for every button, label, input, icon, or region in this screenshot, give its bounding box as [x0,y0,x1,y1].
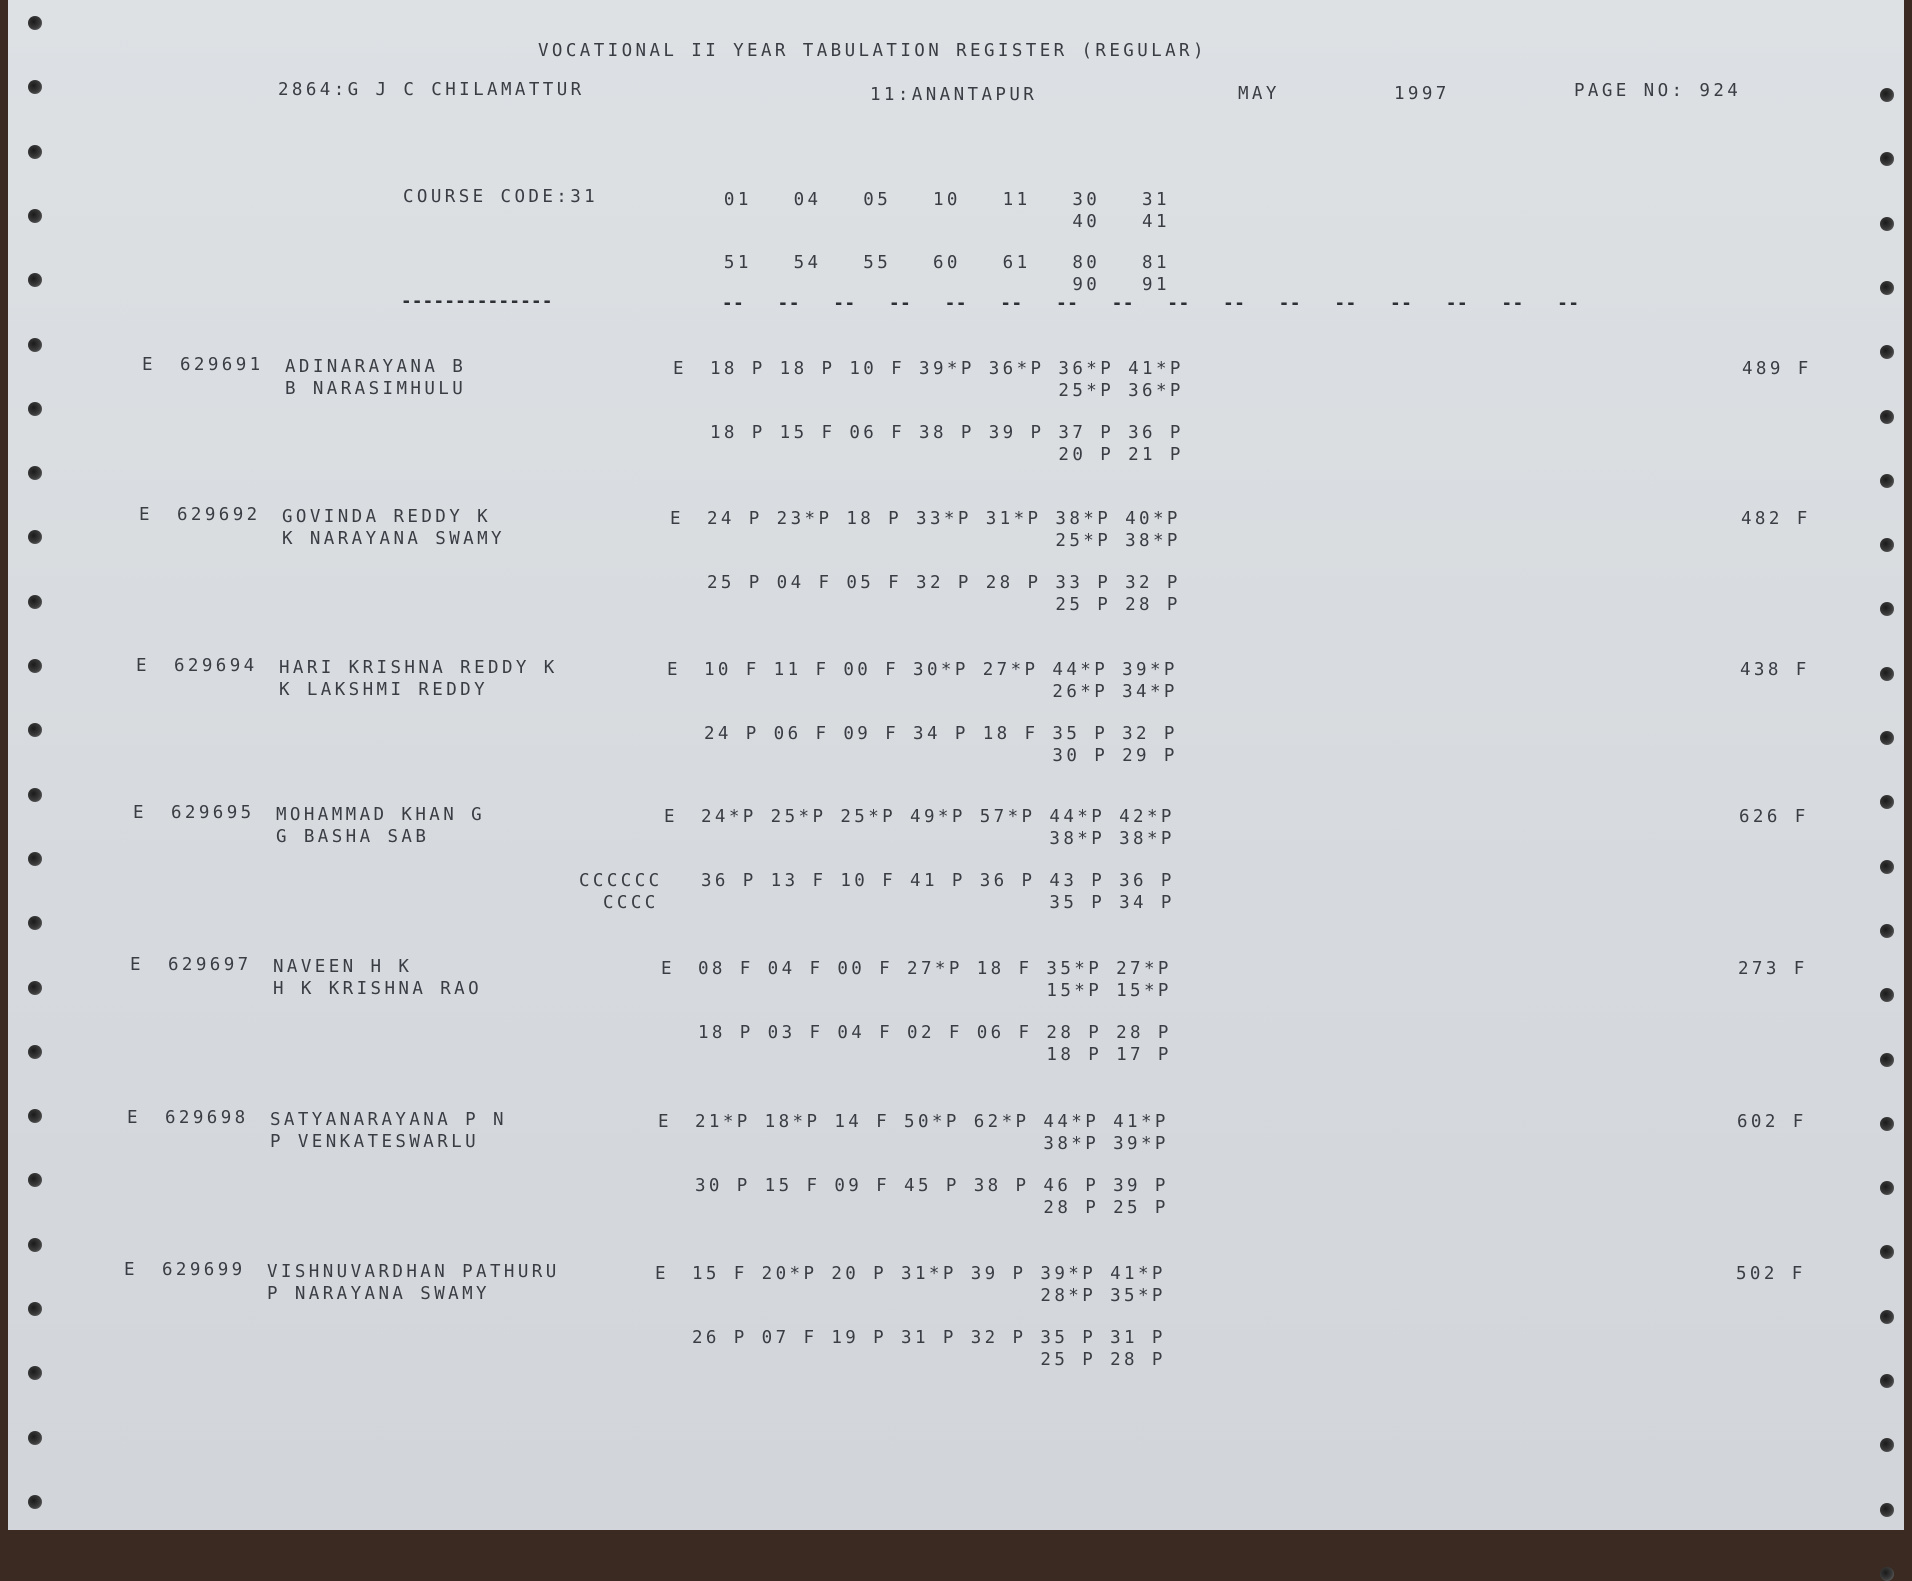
district-name: 11:ANANTAPUR [870,85,1038,105]
marks-row-3: 26 P 07 F 19 P 31 P 32 P 35 P 31 P [692,1328,1166,1348]
father-name: B NARASIMHULU [285,379,467,399]
tractor-hole [1880,474,1894,488]
candidate-flag: E [133,803,147,823]
tractor-hole [1880,667,1894,681]
marks-row-2: 15*P 15*P [698,981,1172,1001]
row-code: E [661,959,675,979]
row-code: E [667,660,681,680]
marks-row-4: 28 P 25 P [695,1198,1169,1218]
marks-row-3: 18 P 15 F 06 F 38 P 39 P 37 P 36 P [710,423,1184,443]
marks-row-4: 30 P 29 P [704,746,1178,766]
tractor-hole [28,1366,42,1380]
tractor-hole [28,16,42,30]
column-rule: -- -- -- -- -- -- -- -- -- -- -- -- -- -- -- -- [722,294,1580,314]
tractor-hole [28,659,42,673]
tractor-hole [1880,924,1894,938]
father-name: P NARAYANA SWAMY [267,1284,490,1304]
row-code: E [673,359,687,379]
marks-row-2: 25*P 38*P [707,531,1181,551]
candidate-name: HARI KRISHNA REDDY K [279,658,558,678]
course-label-rule: -------------- [401,292,553,312]
tractor-hole [1880,1503,1894,1517]
marks-row-4: 35 P 34 P [701,893,1175,913]
tractor-hole [28,916,42,930]
tractor-hole [1880,1053,1894,1067]
subject-codes-row-3: 51 54 55 60 61 80 81 [710,253,1170,273]
father-name: G BASHA SAB [276,827,430,847]
father-name: P VENKATESWARLU [270,1132,480,1152]
father-name: K LAKSHMI REDDY [279,680,489,700]
marks-row-2: 25*P 36*P [710,381,1184,401]
father-name: H K KRISHNA RAO [273,979,483,999]
tractor-hole [28,530,42,544]
tractor-hole [28,80,42,94]
register-title: VOCATIONAL II YEAR TABULATION REGISTER (REGULAR) [538,41,1207,61]
marks-row-3: 18 P 03 F 04 F 02 F 06 F 28 P 28 P [698,1023,1172,1043]
marks-row-2: 38*P 38*P [701,829,1175,849]
right-tractor-holes [1874,0,1904,1530]
tractor-hole [28,1302,42,1316]
tractor-hole [1880,1245,1894,1259]
tractor-hole [1880,602,1894,616]
candidate-name: SATYANARAYANA P N [270,1110,507,1130]
exam-year: 1997 [1394,84,1450,104]
tractor-hole [28,1173,42,1187]
remark-code-2: CCCC [603,893,659,913]
tractor-hole [1880,1310,1894,1324]
roll-number: 629691 [180,355,264,375]
marks-row-2: 38*P 39*P [695,1134,1169,1154]
tractor-hole [1880,410,1894,424]
candidate-flag: E [127,1108,141,1128]
tractor-hole [28,788,42,802]
tractor-hole [28,1109,42,1123]
tractor-hole [28,466,42,480]
tractor-hole [28,145,42,159]
grand-total-result: 482 F [1741,509,1811,529]
tractor-hole [1880,1181,1894,1195]
candidate-flag: E [136,656,150,676]
marks-row-1: 18 P 18 P 10 F 39*P 36*P 36*P 41*P [710,359,1184,379]
marks-row-1: 24 P 23*P 18 P 33*P 31*P 38*P 40*P [707,509,1181,529]
grand-total-result: 273 F [1738,959,1808,979]
tractor-hole [1880,1117,1894,1131]
roll-number: 629694 [174,656,258,676]
tractor-hole [1880,1567,1894,1581]
subject-codes-row-2: 40 41 [710,212,1170,232]
marks-row-3: 24 P 06 F 09 F 34 P 18 F 35 P 32 P [704,724,1178,744]
row-code: E [655,1264,669,1284]
grand-total-result: 502 F [1736,1264,1806,1284]
row-code: E [670,509,684,529]
tractor-hole [1880,1374,1894,1388]
candidate-name: VISHNUVARDHAN PATHURU [267,1262,560,1282]
grand-total-result: 438 F [1740,660,1810,680]
roll-number: 629697 [168,955,252,975]
marks-row-1: 08 F 04 F 00 F 27*P 18 F 35*P 27*P [698,959,1172,979]
printout-sheet [8,0,1904,1530]
roll-number: 629695 [171,803,255,823]
tractor-hole [28,852,42,866]
tractor-hole [28,273,42,287]
page-number: PAGE NO: 924 [1574,81,1742,101]
marks-row-3: 25 P 04 F 05 F 32 P 28 P 33 P 32 P [707,573,1181,593]
marks-row-3: 36 P 13 F 10 F 41 P 36 P 43 P 36 P [701,871,1175,891]
marks-row-1: 21*P 18*P 14 F 50*P 62*P 44*P 41*P [695,1112,1169,1132]
candidate-name: MOHAMMAD KHAN G [276,805,486,825]
marks-row-4: 25 P 28 P [692,1350,1166,1370]
tractor-hole [1880,152,1894,166]
course-code-label: COURSE CODE:31 [403,187,599,207]
tractor-hole [1880,538,1894,552]
roll-number: 629698 [165,1108,249,1128]
tractor-hole [1880,88,1894,102]
left-tractor-holes [14,0,44,1530]
tractor-hole [1880,1438,1894,1452]
candidate-flag: E [130,955,144,975]
marks-row-1: 24*P 25*P 25*P 49*P 57*P 44*P 42*P [701,807,1175,827]
tractor-hole [28,209,42,223]
row-code: E [658,1112,672,1132]
marks-row-4: 18 P 17 P [698,1045,1172,1065]
tractor-hole [1880,731,1894,745]
grand-total-result: 626 F [1739,807,1809,827]
subject-codes-row-1: 01 04 05 10 11 30 31 [710,190,1170,210]
marks-row-2: 28*P 35*P [692,1286,1166,1306]
marks-row-4: 20 P 21 P [710,445,1184,465]
candidate-flag: E [142,355,156,375]
tractor-hole [1880,217,1894,231]
roll-number: 629699 [162,1260,246,1280]
candidate-name: GOVINDA REDDY K [282,507,492,527]
marks-row-1: 10 F 11 F 00 F 30*P 27*P 44*P 39*P [704,660,1178,680]
tractor-hole [1880,281,1894,295]
tractor-hole [1880,988,1894,1002]
candidate-flag: E [124,1260,138,1280]
college-name: 2864:G J C CHILAMATTUR [278,80,585,100]
tractor-hole [28,1238,42,1252]
marks-row-4: 25 P 28 P [707,595,1181,615]
marks-row-1: 15 F 20*P 20 P 31*P 39 P 39*P 41*P [692,1264,1166,1284]
tractor-hole [28,595,42,609]
grand-total-result: 489 F [1742,359,1812,379]
father-name: K NARAYANA SWAMY [282,529,505,549]
marks-row-2: 26*P 34*P [704,682,1178,702]
row-code: E [664,807,678,827]
tractor-hole [28,723,42,737]
tractor-hole [28,338,42,352]
grand-total-result: 602 F [1737,1112,1807,1132]
candidate-flag: E [139,505,153,525]
subject-codes-row-4: 90 91 [710,275,1170,295]
marks-row-3: 30 P 15 F 09 F 45 P 38 P 46 P 39 P [695,1176,1169,1196]
candidate-name: ADINARAYANA B [285,357,467,377]
tractor-hole [28,402,42,416]
tractor-hole [28,1045,42,1059]
remark-code-1: CCCCCC [579,871,663,891]
tractor-hole [1880,795,1894,809]
tractor-hole [28,1431,42,1445]
roll-number: 629692 [177,505,261,525]
exam-month: MAY [1238,84,1280,104]
tractor-hole [1880,345,1894,359]
tractor-hole [1880,860,1894,874]
tractor-hole [28,1495,42,1509]
candidate-name: NAVEEN H K [273,957,413,977]
tractor-hole [28,981,42,995]
